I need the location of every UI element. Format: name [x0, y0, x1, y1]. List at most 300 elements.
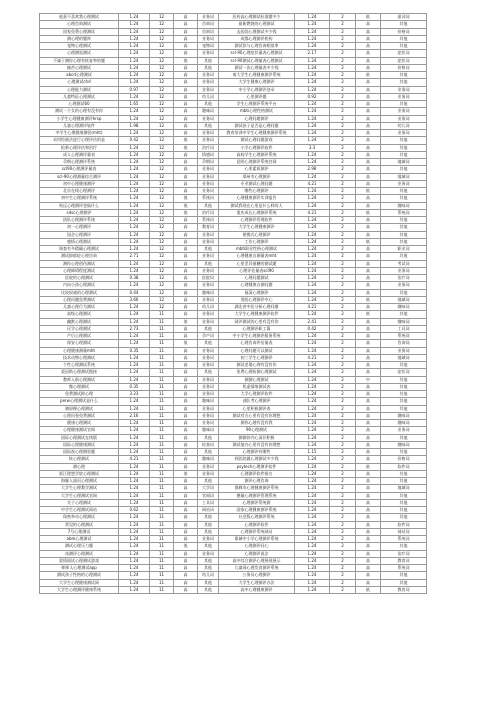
cell-index: 1.24 — [119, 434, 150, 441]
cell-count: 12 — [150, 115, 174, 122]
cell-index: 1.24 — [295, 246, 330, 253]
cell-keyword: 医院的心理测试 — [40, 275, 119, 282]
cell-keyword: 学生心理测评系统平台 — [219, 101, 295, 108]
cell-competition: 高 — [174, 521, 198, 528]
cell-category: 业务词 — [198, 420, 219, 427]
cell-index: 1.24 — [295, 195, 330, 202]
cell-index: 1.24 — [119, 369, 150, 376]
cell-count: 11 — [150, 398, 174, 405]
cell-competition: 高 — [174, 253, 198, 260]
cell-competition: 低 — [174, 144, 198, 151]
cell-category: 其他 — [198, 557, 219, 564]
cell-count: 12 — [150, 108, 174, 115]
cell-category: 业务词 — [198, 130, 219, 137]
cell-category: 症状词 — [381, 369, 427, 376]
cell-count: 2 — [330, 485, 356, 492]
table-row — [40, 28, 427, 35]
cell-count: 12 — [150, 180, 174, 187]
cell-category: 其他 — [198, 260, 219, 267]
cell-category: 其他 — [198, 369, 219, 376]
cell-index: 1.24 — [295, 420, 330, 427]
table-row — [40, 376, 427, 383]
cell-index: 1.24 — [119, 93, 150, 100]
cell-competition: 高 — [174, 21, 198, 28]
cell-category: 工具词 — [198, 499, 219, 506]
cell-category: 其他 — [381, 543, 427, 550]
cell-category: 大学词 — [198, 485, 219, 492]
cell-category: 业务词 — [198, 115, 219, 122]
cell-category: 幼儿词 — [198, 93, 219, 100]
table-row — [40, 101, 427, 108]
cell-category: 业务词 — [381, 86, 427, 93]
cell-keyword: 心理测评问心 — [219, 543, 295, 550]
cell-category: 考试词 — [381, 260, 427, 267]
cell-index: 1.24 — [295, 86, 330, 93]
cell-category: 其他 — [381, 398, 427, 405]
cell-competition: 高 — [174, 456, 198, 463]
cell-index: 4.21 — [295, 304, 330, 311]
cell-count: 12 — [150, 304, 174, 311]
cell-category: 孕产词 — [198, 333, 219, 340]
cell-count: 2 — [330, 101, 356, 108]
cell-category: 职业词 — [381, 246, 427, 253]
cell-index: 1.24 — [295, 557, 330, 564]
cell-index: 1.24 — [119, 21, 150, 28]
cell-keyword: 测试对方心里有没有你理想 — [219, 412, 295, 419]
cell-keyword: 高中综合测评心理展现展示 — [219, 557, 295, 564]
cell-competition: 高 — [174, 586, 198, 593]
cell-count: 2 — [330, 289, 356, 296]
table-row — [40, 108, 427, 115]
cell-competition: 高 — [174, 528, 198, 535]
cell-category: 业务词 — [198, 86, 219, 93]
cell-index: 1.24 — [295, 79, 330, 86]
table-row — [40, 528, 427, 535]
cell-count: 2 — [330, 383, 356, 390]
cell-category: 其他 — [381, 253, 427, 260]
table-row — [40, 289, 427, 296]
table-row — [40, 499, 427, 506]
cell-count: 2 — [330, 470, 356, 477]
cell-count: 2 — [330, 238, 356, 245]
cell-keyword: scl-90心理测量综合测评 — [40, 173, 119, 180]
keyword-table — [39, 13, 427, 594]
cell-category: 趣味词 — [381, 304, 427, 311]
cell-competition: 高 — [356, 115, 381, 122]
cell-keyword: 个性心理测试系统 — [40, 362, 119, 369]
table-row — [40, 304, 427, 311]
cell-count: 11 — [150, 383, 174, 390]
cell-count: 2 — [330, 188, 356, 195]
cell-index: 1.24 — [295, 376, 330, 383]
cell-index: 1.24 — [119, 311, 150, 318]
cell-keyword: scl-90测试心理量表心理测试 — [219, 57, 295, 64]
cell-keyword: 心理咨询测试 — [40, 21, 119, 28]
cell-category: 价格词 — [381, 28, 427, 35]
cell-category: 趣味词 — [381, 441, 427, 448]
cell-count: 11 — [150, 557, 174, 564]
cell-category: 其他 — [381, 224, 427, 231]
table-row — [40, 449, 427, 456]
cell-index: 1.24 — [119, 586, 150, 593]
cell-competition: 中 — [356, 376, 381, 383]
cell-keyword: 初一心理测评 — [40, 224, 119, 231]
cell-count: 11 — [150, 572, 174, 579]
cell-keyword: 心理能力测试 — [40, 86, 119, 93]
cell-competition: 高 — [356, 202, 381, 209]
cell-category: 其他 — [198, 340, 219, 347]
cell-category: 系统词 — [381, 565, 427, 572]
cell-count: 2 — [330, 130, 356, 137]
cell-keyword: 大学生健康心理测评 — [219, 79, 295, 86]
cell-category: 业务词 — [198, 463, 219, 470]
cell-keyword: 海豚人面问心理测试 — [40, 478, 119, 485]
cell-keyword: 他嘉不喜欢我心理测试 — [40, 14, 119, 21]
table-body — [40, 14, 427, 594]
cell-count: 12 — [150, 144, 174, 151]
cell-index: 1.24 — [295, 347, 330, 354]
cell-keyword: 哪些心理测评 — [219, 188, 295, 195]
table-row — [40, 195, 427, 202]
table-row — [40, 130, 427, 137]
cell-index: 1.24 — [295, 35, 330, 42]
cell-category: 其他 — [381, 289, 427, 296]
cell-competition: 高 — [356, 369, 381, 376]
cell-competition: 高 — [356, 253, 381, 260]
cell-index: 1.24 — [295, 405, 330, 412]
cell-keyword: 工作心理测评 — [219, 238, 295, 245]
cell-count: 2 — [330, 405, 356, 412]
cell-competition: 高 — [356, 579, 381, 586]
cell-keyword: 大学生心理测试官网 — [40, 492, 119, 499]
cell-competition: 高 — [356, 28, 381, 35]
cell-count: 12 — [150, 28, 174, 35]
cell-competition: 高 — [174, 173, 198, 180]
cell-competition: 高 — [356, 224, 381, 231]
table-row — [40, 565, 427, 572]
cell-keyword: 郑州市心理测评 — [219, 173, 295, 180]
cell-count: 2 — [330, 586, 356, 593]
table-row — [40, 224, 427, 231]
cell-keyword: 部队考心理测评 — [219, 398, 295, 405]
cell-count: 2 — [330, 28, 356, 35]
cell-competition: 高 — [174, 180, 198, 187]
cell-index: 1.24 — [119, 333, 150, 340]
table-row — [40, 238, 427, 245]
cell-keyword: 初三学生心理测评 — [219, 354, 295, 361]
cell-keyword: 国家心理健康测评系统 — [219, 507, 295, 514]
cell-competition: 高 — [174, 565, 198, 572]
cell-keyword: 心里积极测评表 — [219, 405, 295, 412]
cell-count: 2 — [330, 441, 356, 448]
cell-keyword: mbti职业性格心理测试 — [219, 246, 295, 253]
cell-keyword: 免费心理检测心理测试 — [219, 369, 295, 376]
cell-category: 其他 — [198, 64, 219, 71]
cell-count: 2 — [330, 72, 356, 79]
cell-index: 0.38 — [119, 275, 150, 282]
cell-competition: 高 — [356, 565, 381, 572]
cell-category: 业务词 — [198, 282, 219, 289]
cell-count: 2 — [330, 362, 356, 369]
cell-count: 2 — [330, 122, 356, 129]
cell-count: 2 — [330, 267, 356, 274]
cell-index: 1.24 — [119, 151, 150, 158]
cell-category: 其他 — [198, 579, 219, 586]
cell-category: 业务词 — [198, 311, 219, 318]
cell-competition: 高 — [356, 543, 381, 550]
cell-count: 2 — [330, 64, 356, 71]
table-row — [40, 64, 427, 71]
cell-index: 1.24 — [119, 282, 150, 289]
cell-count: 2 — [330, 325, 356, 332]
cell-index: 1.24 — [119, 550, 150, 557]
cell-index: 1.24 — [295, 108, 330, 115]
cell-competition: 高 — [174, 492, 198, 499]
cell-count: 12 — [150, 64, 174, 71]
cell-competition: 高 — [356, 144, 381, 151]
cell-count: 12 — [150, 275, 174, 282]
cell-count: 11 — [150, 478, 174, 485]
cell-keyword: 国企心理测评 — [40, 231, 119, 238]
cell-count: 11 — [150, 333, 174, 340]
table-row — [40, 21, 427, 28]
cell-category: 其他 — [381, 311, 427, 318]
cell-competition: 高 — [356, 427, 381, 434]
cell-competition: 高 — [174, 296, 198, 303]
cell-index: 1.24 — [119, 195, 150, 202]
cell-competition: 高 — [356, 101, 381, 108]
table-row — [40, 369, 427, 376]
cell-count: 12 — [150, 79, 174, 86]
cell-count: 2 — [330, 217, 356, 224]
cell-keyword: 感情心理测试 — [40, 238, 119, 245]
cell-keyword: 采用绘画法进行心理评估的是 — [40, 137, 119, 144]
table-row — [40, 151, 427, 158]
cell-category: 业务词 — [198, 362, 219, 369]
cell-category: 业务词 — [381, 130, 427, 137]
cell-index: 1.24 — [119, 521, 150, 528]
cell-index: 1.24 — [119, 427, 150, 434]
cell-competition: 高 — [356, 478, 381, 485]
cell-index: 1.24 — [295, 159, 330, 166]
cell-keyword: 重庆成长心理测评系统 — [219, 209, 295, 216]
cell-count: 2 — [330, 507, 356, 514]
cell-category: 教育词 — [381, 557, 427, 564]
cell-competition: 高 — [174, 449, 198, 456]
cell-index: 1.24 — [295, 441, 330, 448]
cell-category: 趣味词 — [381, 420, 427, 427]
table-row — [40, 79, 427, 86]
cell-competition: 高 — [356, 391, 381, 398]
cell-count: 2 — [330, 528, 356, 535]
cell-category: 其他 — [381, 470, 427, 477]
cell-count: 2 — [330, 565, 356, 572]
cell-category: 治疗词 — [381, 550, 427, 557]
cell-category: 其他 — [381, 72, 427, 79]
cell-keyword: 儿童心理行为测试 — [40, 304, 119, 311]
cell-category: 业务词 — [381, 267, 427, 274]
cell-competition: 低 — [356, 188, 381, 195]
cell-index: 1.24 — [295, 543, 330, 550]
cell-keyword: abcd心理测试 — [40, 72, 119, 79]
cell-count: 12 — [150, 35, 174, 42]
cell-count: 12 — [150, 253, 174, 260]
cell-category: 趣味词 — [198, 108, 219, 115]
cell-keyword: 去医院心理测试多少钱 — [219, 28, 295, 35]
cell-competition: 高 — [174, 28, 198, 35]
cell-category: 其他 — [381, 405, 427, 412]
cell-category: 其他 — [198, 478, 219, 485]
cell-category: 业务词 — [198, 536, 219, 543]
cell-category: 业务词 — [198, 296, 219, 303]
cell-competition: 高 — [356, 304, 381, 311]
table-row — [40, 586, 427, 593]
cell-keyword: 心理测评说法 — [219, 550, 295, 557]
cell-count: 2 — [330, 137, 356, 144]
cell-category: 业务词 — [198, 253, 219, 260]
cell-count: 2 — [330, 557, 356, 564]
cell-competition: 高 — [356, 318, 381, 325]
cell-keyword: 测心理的题库 — [40, 35, 119, 42]
cell-count: 2 — [330, 209, 356, 216]
cell-keyword: 国际视心理测验题 — [40, 449, 119, 456]
cell-competition: 低 — [174, 202, 198, 209]
cell-keyword: 成都心理测评机构 — [219, 35, 295, 42]
cell-index: 1.24 — [119, 231, 150, 238]
cell-category: 业务词 — [198, 72, 219, 79]
cell-count: 2 — [330, 180, 356, 187]
cell-index: 1.24 — [295, 72, 330, 79]
cell-count: 2 — [330, 543, 356, 550]
cell-count: 11 — [150, 318, 174, 325]
cell-index: 1.24 — [119, 318, 150, 325]
cell-competition: 高 — [356, 246, 381, 253]
cell-keyword: 心理健康测量mht — [40, 347, 119, 354]
cell-keyword: 爱因斯心理测试链接 — [40, 369, 119, 376]
cell-competition: 高 — [356, 528, 381, 535]
cell-competition: 高 — [174, 333, 198, 340]
table-row — [40, 202, 427, 209]
cell-competition: 高 — [356, 325, 381, 332]
cell-keyword: 保密举动心理测试 — [40, 514, 119, 521]
cell-count: 2 — [330, 224, 356, 231]
cell-index: 3.66 — [119, 296, 150, 303]
cell-index: 1.24 — [119, 449, 150, 456]
cell-index: 1.24 — [119, 188, 150, 195]
cell-category: 其他 — [381, 35, 427, 42]
cell-competition: 高 — [174, 572, 198, 579]
table-row — [40, 485, 427, 492]
cell-count: 2 — [330, 420, 356, 427]
cell-category: 网站词 — [198, 507, 219, 514]
cell-keyword: 测试一次心理量表多少钱 — [219, 64, 295, 71]
cell-index: 1.24 — [295, 333, 330, 340]
cell-index: 1.24 — [119, 470, 150, 477]
cell-index: 1.24 — [119, 50, 150, 57]
cell-keyword: 高校学生心理测评系统 — [219, 151, 295, 158]
cell-keyword: 大学生心理健康测评 — [219, 224, 295, 231]
cell-index: 1.24 — [119, 485, 150, 492]
cell-category: 其他 — [381, 362, 427, 369]
cell-index: 1.24 — [119, 202, 150, 209]
cell-index: 0.97 — [119, 86, 150, 93]
cell-category: 趣味词 — [198, 456, 219, 463]
cell-count: 12 — [150, 72, 174, 79]
cell-category: 业务词 — [198, 318, 219, 325]
cell-count: 2 — [330, 347, 356, 354]
cell-index: 1.24 — [295, 57, 330, 64]
cell-count: 11 — [150, 492, 174, 499]
table-row — [40, 354, 427, 361]
cell-count: 2 — [330, 43, 356, 50]
cell-index: 1.24 — [295, 289, 330, 296]
cell-index: 1.24 — [119, 572, 150, 579]
table-row — [40, 507, 427, 514]
cell-keyword: 儿童特征心理测试 — [40, 93, 119, 100]
cell-keyword: 7号心理测试 — [40, 528, 119, 535]
table-row — [40, 420, 427, 427]
cell-count: 2 — [330, 391, 356, 398]
cell-index: 1.24 — [119, 441, 150, 448]
cell-count: 11 — [150, 463, 174, 470]
cell-competition: 高 — [174, 398, 198, 405]
cell-category: 其他 — [198, 325, 219, 332]
table-row — [40, 35, 427, 42]
cell-competition: 高 — [174, 43, 198, 50]
cell-category: 软件词 — [381, 463, 427, 470]
table-row — [40, 50, 427, 57]
cell-count: 11 — [150, 376, 174, 383]
cell-keyword: 初中生心理测评系统 — [40, 195, 119, 202]
cell-keyword: 教育培训中学生心理健康测评系统 — [219, 130, 295, 137]
cell-competition: 高 — [356, 572, 381, 579]
cell-category: 情感词 — [198, 151, 219, 158]
cell-keyword: 测测心理测试 — [219, 376, 295, 383]
cell-competition: 高 — [356, 195, 381, 202]
cell-index: 1.24 — [119, 209, 150, 216]
cell-category: 业务词 — [198, 238, 219, 245]
cell-keyword: 心理问题可以测试 — [219, 347, 295, 354]
table-row — [40, 260, 427, 267]
cell-competition: 高 — [174, 246, 198, 253]
cell-count: 11 — [150, 499, 174, 506]
table-row — [40, 253, 427, 260]
cell-category: 其他 — [198, 528, 219, 535]
cell-index: 1.24 — [119, 79, 150, 86]
cell-keyword: 恢心理测试 — [40, 456, 119, 463]
cell-competition: 低 — [356, 209, 381, 216]
cell-keyword: 大学生心理测评办法 — [219, 579, 295, 586]
cell-count: 12 — [150, 231, 174, 238]
cell-count: 11 — [150, 536, 174, 543]
cell-category: 其他 — [381, 391, 427, 398]
cell-competition: 高 — [356, 151, 381, 158]
cell-keyword: 心理咨询评估量表 — [219, 340, 295, 347]
cell-index: 1.24 — [119, 492, 150, 499]
cell-index: 2.71 — [119, 253, 150, 260]
cell-category: 幼儿词 — [198, 304, 219, 311]
cell-index: 1.24 — [295, 296, 330, 303]
cell-keyword: sdsc心理测评 — [40, 209, 119, 216]
cell-index: 1.24 — [295, 456, 330, 463]
cell-keyword: 最新燃烧的心理测试 — [219, 21, 295, 28]
cell-keyword: 高级心理测试 — [40, 311, 119, 318]
cell-keyword: abm心理测试 — [40, 536, 119, 543]
cell-competition: 高 — [174, 122, 198, 129]
cell-index: 1.24 — [295, 528, 330, 535]
table-row — [40, 514, 427, 521]
cell-count: 2 — [330, 144, 356, 151]
